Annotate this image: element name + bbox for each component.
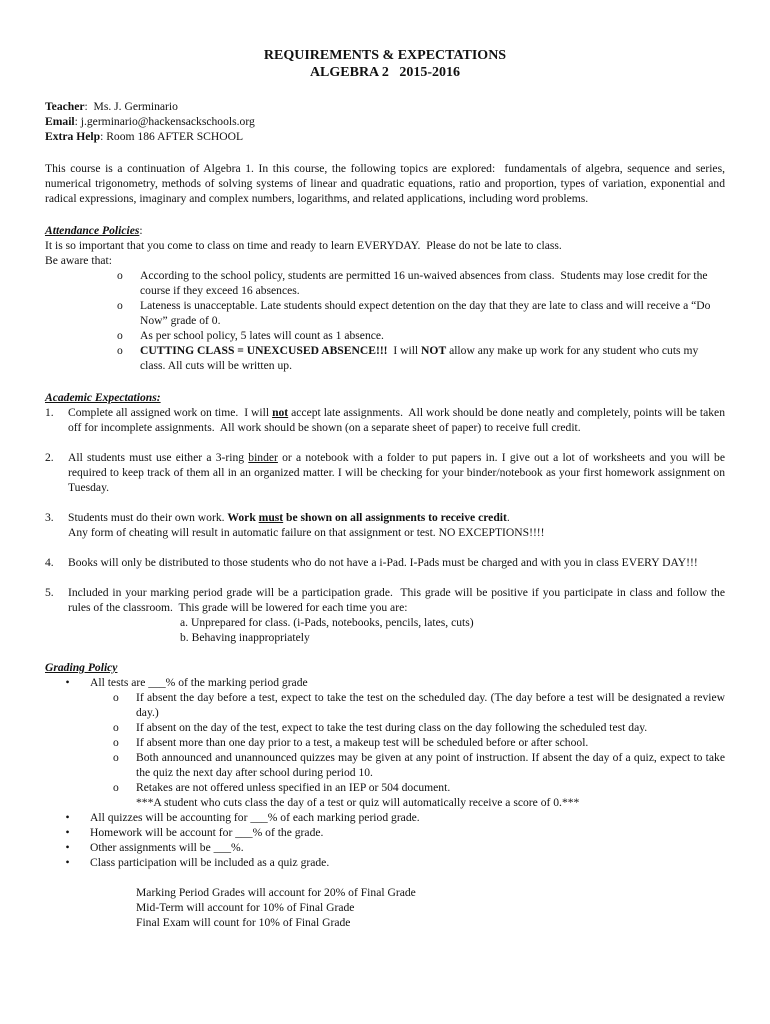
grading-bullet [45, 855, 725, 870]
grading-sub-text: If absent the day before a test, expect to take the test on the scheduled day. (The day before a test will be designated a review day.) [136, 691, 725, 719]
i1-a: Complete all assigned work on time. I will [68, 406, 273, 419]
bullet-dot: • [65, 811, 70, 824]
bullet-dot: • [65, 856, 70, 869]
teacher-line [45, 99, 725, 114]
item4-mid: I will [387, 344, 422, 357]
final-grade-line: Marking Period Grades will account for 20% of Final Grade [136, 886, 416, 899]
academic-heading: Academic Expectations: [45, 391, 161, 404]
grading-bullet [45, 840, 725, 855]
grading-sub-item [113, 720, 725, 735]
grading-bullet-text: All tests are ___% of the marking period grade [90, 676, 308, 689]
grading-sub-text: Both announced and unannounced quizzes may be given at any point of instruction. If absent the day of a quiz, expect to take the quiz the next day after school during period 10. [136, 751, 725, 779]
academic-item-1 [45, 405, 728, 435]
title-line-2: ALGEBRA 2 2015-2016 [309, 65, 461, 80]
academic-item-text [68, 405, 728, 435]
academic-item-text [68, 510, 545, 540]
bullet-o: o [113, 736, 119, 749]
academic-item-text [68, 450, 725, 495]
grading-bullet-text: Class participation will be included as a quiz grade. [90, 856, 330, 869]
teacher-value: : Ms. J. Germinario [84, 100, 178, 113]
attendance-heading-colon: : [139, 224, 143, 237]
grading-bullet-text: Other assignments will be ___%. [90, 841, 244, 854]
attendance-line-2: Be aware that: [45, 254, 112, 267]
attendance-item-text: As per school policy, 5 lates will count as 1 absence. [140, 329, 384, 342]
i2-binder: binder [248, 451, 278, 464]
grading-sub-item [113, 735, 725, 750]
bullet-o: o [117, 269, 123, 282]
attendance-item [117, 268, 725, 298]
i1-b: accept late assignments. All work should be done neatly and completely, points will be taken off for incomplete assignments. All work should be shown (on a separate sheet of paper) to receive full credit. [68, 406, 728, 434]
grading-section [45, 660, 725, 930]
item4-rest: allow any make up work for any student who cuts my class. All cuts will be written up. [140, 344, 702, 372]
attendance-item [117, 343, 725, 373]
extra-help-value: : Room 186 AFTER SCHOOL [100, 130, 244, 143]
participation-sub-a: a. Unprepared for class. (i-Pads, notebooks, pencils, lates, cuts) [180, 616, 474, 629]
contact-block [45, 99, 725, 144]
i3-a: Students must do their own work. [68, 511, 228, 524]
grading-sub-text: Retakes are not offered unless specified in an IEP or 504 document. [136, 781, 451, 794]
academic-item-3 [45, 510, 725, 540]
i1-not: not [272, 406, 289, 419]
grading-bullet [45, 810, 725, 825]
grading-bullet-tests [45, 675, 725, 690]
academic-item-text: Included in your marking period grade will be a participation grade. This grade will be positive if you participate in class and follow the rules of the classroom. This grade will be lowered for each time you are: [68, 586, 728, 614]
email-line [45, 114, 725, 129]
attendance-item [117, 328, 725, 343]
i3-b2: be shown on all assignments to receive credit [283, 511, 507, 524]
bullet-o: o [113, 781, 119, 794]
grading-heading: Grading Policy [45, 661, 118, 674]
title-line-1: REQUIREMENTS & EXPECTATIONS [263, 48, 507, 63]
grading-sub-item [113, 690, 725, 720]
i3-line2: Any form of cheating will result in automatic failure on that assignment or test. NO EXCEPTIONS!!!! [68, 526, 545, 539]
i3-end: . [506, 511, 510, 524]
attendance-line-1: It is so important that you come to class on time and ready to learn EVERYDAY. Please do not be late to class. [45, 239, 562, 252]
item-number: 5. [45, 586, 54, 599]
teacher-label: Teacher [45, 100, 85, 113]
bullet-o: o [113, 751, 119, 764]
attendance-item-text: According to the school policy, students are permitted 16 un-waived absences from class. Students may lose credit for the course if they exceed 16 absences. [140, 269, 711, 297]
attendance-item-text [140, 343, 725, 373]
participation-sub-b: b. Behaving inappropriately [180, 631, 310, 644]
grading-sub-text: If absent on the day of the test, expect to take the test during class on the day following the scheduled test day. [136, 721, 648, 734]
email-value: : j.germinario@hackensackschools.org [74, 115, 255, 128]
i3-must: must [258, 511, 284, 524]
grading-bullet-text: Homework will be account for ___% of the grade. [90, 826, 324, 839]
i2-a: All students must use either a 3-ring [68, 451, 249, 464]
bullet-dot: • [65, 841, 70, 854]
attendance-item [117, 298, 725, 328]
grading-sub-item [113, 780, 725, 795]
grading-bullet [45, 825, 725, 840]
grading-sub-text: If absent more than one day prior to a test, a makeup test will be scheduled before or after school. [136, 736, 589, 749]
bullet-o: o [117, 344, 123, 357]
final-grade-breakdown [45, 885, 725, 930]
final-grade-line: Final Exam will count for 10% of Final Grade [136, 916, 351, 929]
item-number: 1. [45, 406, 54, 419]
document-title [45, 47, 725, 81]
academic-item-2 [45, 450, 725, 495]
academic-section [45, 390, 728, 645]
grading-bullet-text: All quizzes will be accounting for ___% of each marking period grade. [90, 811, 420, 824]
extra-help-label: Extra Help [45, 130, 101, 143]
attendance-heading [45, 223, 725, 238]
bullet-o: o [117, 329, 123, 342]
extra-help-line [45, 129, 725, 144]
bullet-dot: • [65, 676, 70, 689]
item-number: 4. [45, 556, 54, 569]
final-grade-line: Mid-Term will account for 10% of Final Grade [136, 901, 355, 914]
bullet-o: o [113, 721, 119, 734]
item-number: 3. [45, 511, 54, 524]
academic-item-text: Books will only be distributed to those students who do not have a i-Pad. I-Pads must be charged and with you in class EVERY DAY!!! [68, 556, 698, 569]
grading-sub-item [113, 750, 725, 780]
bullet-dot: • [65, 826, 70, 839]
course-intro: This course is a continuation of Algebra 1. In this course, the following topics are explored: fundamentals of algebra, sequence and series, numerical trigonometry, methods of solving systems of linear and quadratic equations, ratio and proportion, types of variation, exponential and radical expressions, imaginary and complex numbers, logarithms, and related applications, including word problems. [45, 162, 728, 205]
attendance-section [45, 223, 725, 373]
academic-item-4 [45, 555, 725, 570]
i3-b1: Work [227, 511, 259, 524]
attendance-item-text: Lateness is unacceptable. Late students should expect detention on the day that they are late to class and will receive a “Do Now” grade of 0. [140, 299, 711, 327]
item4-not: NOT [421, 344, 447, 357]
i2-b: or a notebook with a folder to put papers in. I give out a lot of worksheets and you will be required to keep track of them all in an organized matter. I will be checking for your binder/notebook as your first homework assignment on Tuesday. [68, 451, 726, 494]
bullet-o: o [117, 299, 123, 312]
cut-class-note: ***A student who cuts class the day of a test or quiz will automatically receive a score of 0.*** [136, 796, 580, 809]
document-page [45, 47, 728, 930]
academic-item-5 [45, 585, 728, 615]
bullet-o: o [113, 691, 119, 704]
cutting-class-text: CUTTING CLASS = UNEXCUSED ABSENCE!!! [140, 344, 388, 357]
item-number: 2. [45, 451, 54, 464]
attendance-heading-text: Attendance Policies [45, 224, 140, 237]
email-label: Email [45, 115, 75, 128]
